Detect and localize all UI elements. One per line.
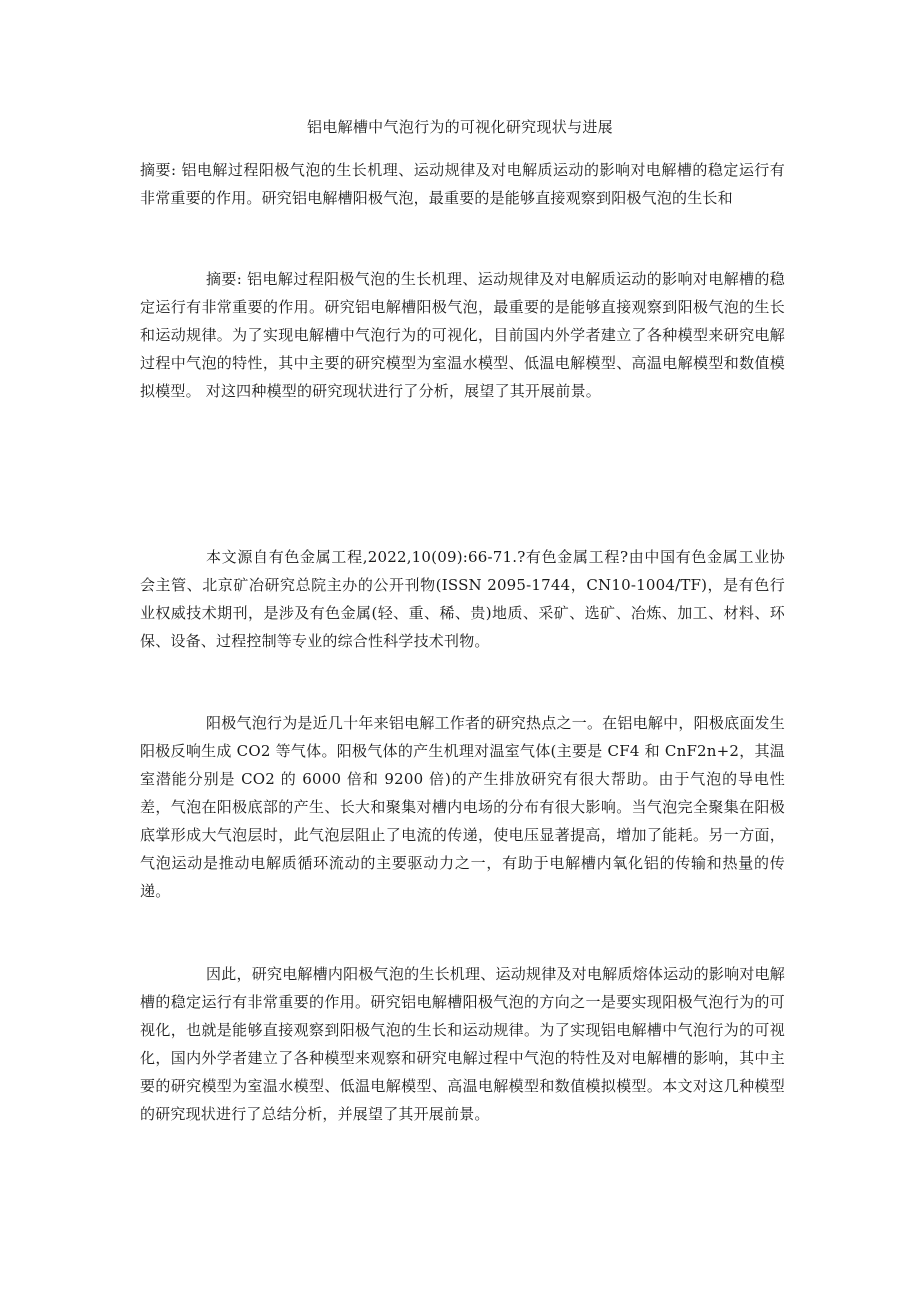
conclusion-paragraph: 因此，研究电解槽内阳极气泡的生长机理、运动规律及对电解质熔体运动的影响对电解槽的稳定运行有非常重要的作用。研究铝电解槽阳极气泡的方向之一是要实现阳极气泡行为的可视化，也就是能够直接观察到阳极气泡的生长和运动规律。为了实现铝电解槽中气泡行为的可视化，国内外学者建立了各种模型来观察和研究电解过程中气泡的特性及对电解槽的影响，其中主要的研究模型为室温水模型、低温电解模型、高温电解模型和数值模拟模型。本文对这几种模型的研究现状进行了总结分析，并展望了其开展前景。 [140, 965, 785, 1123]
abstract-paragraph: 摘要: 铝电解过程阳极气泡的生长机理、运动规律及对电解质运动的影响对电解槽的稳定运行有非常重要的作用。研究铝电解槽阳极气泡，最重要的是能够直接观察到阳极气泡的生长和运动规律。为了实现电解槽中气泡行为的可视化，目前国内外学者建立了各种模型来研究电解过程中气泡的特性，其中主要的研究模型为室温水模型、低温电解模型、高温电解模型和数值模拟模型。 对这四种模型的研究现状进行了分析，展望了其开展前景。 [140, 270, 785, 400]
bubble-behavior-paragraph: 阳极气泡行为是近几十年来铝电解工作者的研究热点之一。在铝电解中，阳极底面发生阳极反响生成 CO2 等气体。阳极气体的产生机理对温室气体(主要是 CF4 和 CnF2n+2，其温室潜能分别是 CO2 的 6000 倍和 9200 倍)的产生排放研究有很大帮助。由于气泡的导电性差，气泡在阳极底部的产生、长大和聚集对槽内电场的分布有很大影响。当气泡完全聚集在阳极底掌形成大气泡层时，此气泡层阻止了电流的传递，使电压显著提高，增加了能耗。另一方面，气泡运动是推动电解质循环流动的主要驱动力之一，有助于电解槽内氧化铝的传输和热量的传递。 [140, 714, 785, 900]
source-paragraph: 本文源自有色金属工程,2022,10(09):66-71.?有色金属工程?由中国有色金属工业协会主管、北京矿冶研究总院主办的公开刊物(ISSN 2095-1744，CN10-1004/TF)，是有色行业权威技术期刊，是涉及有色金属(轻、重、稀、贵)地质、采矿、选矿、冶炼、加工、材料、环保、设备、过程控制等专业的综合性科学技术刊物。 [140, 548, 785, 650]
summary-paragraph: 摘要: 铝电解过程阳极气泡的生长机理、运动规律及对电解质运动的影响对电解槽的稳定运行有非常重要的作用。研究铝电解槽阳极气泡，最重要的是能够直接观察到阳极气泡的生长和 [140, 161, 785, 207]
document-title: 铝电解槽中气泡行为的可视化研究现状与进展 [306, 118, 613, 136]
